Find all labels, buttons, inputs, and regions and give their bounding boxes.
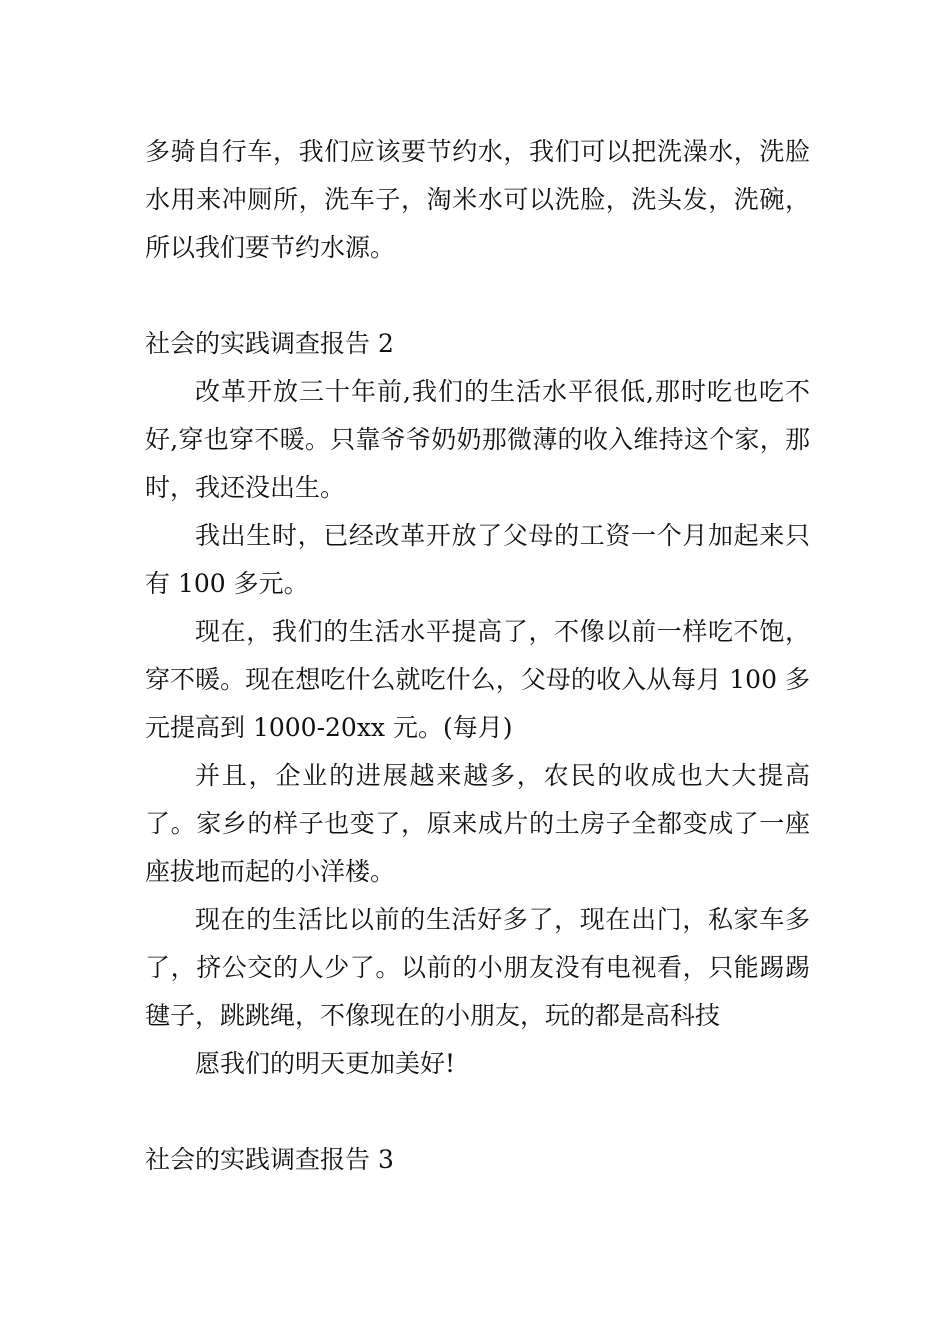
document-body [145, 128, 810, 1184]
section-2-paragraph-2: 我出生时，已经改革开放了父母的工资一个月加起来只有 100 多元。 [145, 521, 810, 598]
section-3-heading: 社会的实践调查报告 3 [145, 1145, 394, 1174]
section-2-heading: 社会的实践调查报告 2 [145, 329, 394, 358]
section-2-paragraph-4: 并且，企业的进展越来越多，农民的收成也大大提高了。家乡的样子也变了，原来成片的土房子全都变成了一座座拔地而起的小洋楼。 [145, 761, 810, 886]
section-2-paragraph-6: 愿我们的明天更加美好! [195, 1049, 456, 1078]
section-spacer [145, 272, 810, 320]
section-2-paragraph-5: 现在的生活比以前的生活好多了，现在出门，私家车多了，挤公交的人少了。以前的小朋友没有电视看，只能踢踢毽子，跳跳绳，不像现在的小朋友，玩的都是高科技 [145, 905, 810, 1030]
continuation-paragraph: 多骑自行车，我们应该要节约水，我们可以把洗澡水，洗脸水用来冲厕所，洗车子，淘米水可以洗脸，洗头发，洗碗，所以我们要节约水源。 [145, 137, 810, 262]
section-2-paragraph-1: 改革开放三十年前,我们的生活水平很低,那时吃也吃不好,穿也穿不暖。只靠爷爷奶奶那微薄的收入维持这个家，那时，我还没出生。 [145, 377, 810, 502]
section-spacer [145, 1088, 810, 1136]
section-2-paragraph-3: 现在，我们的生活水平提高了，不像以前一样吃不饱，穿不暖。现在想吃什么就吃什么，父母的收入从每月 100 多元提高到 1000-20xx 元。(每月) [145, 617, 810, 742]
